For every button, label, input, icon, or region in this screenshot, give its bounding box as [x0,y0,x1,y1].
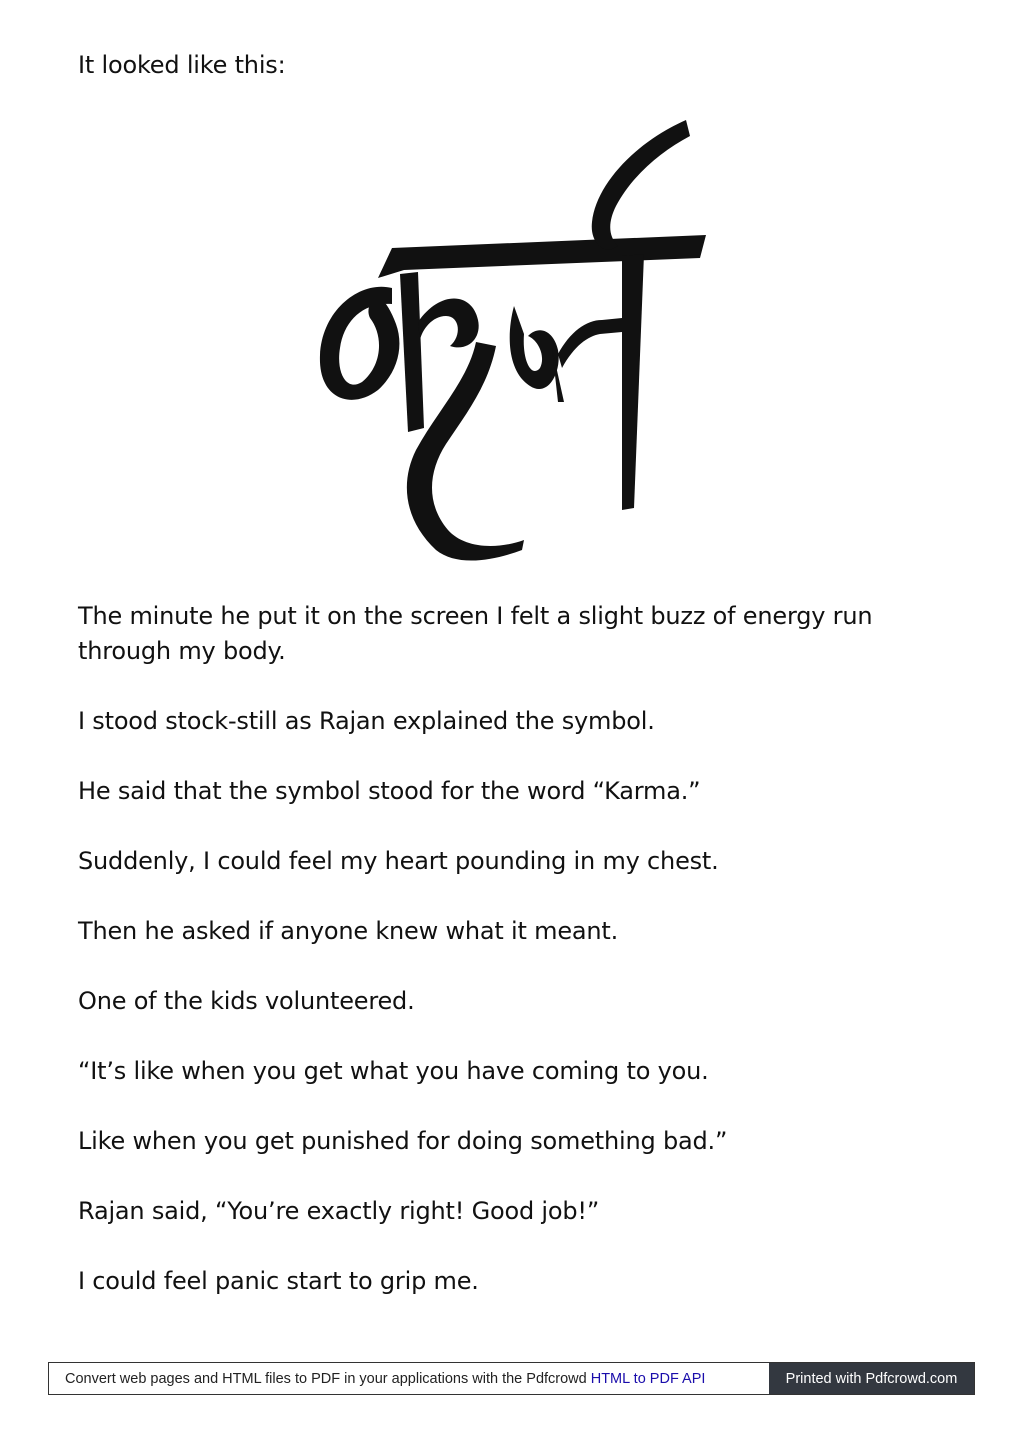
karma-calligraphy-icon [300,110,730,570]
paragraph: One of the kids volunteered. [78,987,415,1015]
footer-text: Convert web pages and HTML files to PDF in your applications with the Pdfcrowd [65,1370,587,1387]
paragraph: Suddenly, I could feel my heart pounding in my chest. [78,847,719,875]
karma-symbol-figure [300,110,730,570]
paragraph: I stood stock-still as Rajan explained the symbol. [78,707,655,735]
pdfcrowd-footer [48,1362,975,1395]
printed-with-badge[interactable]: Printed with Pdfcrowd.com [769,1363,974,1394]
paragraph: I could feel panic start to grip me. [78,1267,479,1295]
intro-text: It looked like this: [78,51,286,79]
paragraph: Like when you get punished for doing something bad.” [78,1127,728,1155]
html-to-pdf-api-link[interactable]: HTML to PDF API [590,1370,706,1387]
story-body [78,599,958,1334]
paragraph: The minute he put it on the screen I felt a slight buzz of energy run through my body. [78,602,873,665]
paragraph: Rajan said, “You’re exactly right! Good job!” [78,1197,600,1225]
paragraph: Then he asked if anyone knew what it meant. [78,917,619,945]
paragraph: He said that the symbol stood for the word “Karma.” [78,777,701,805]
footer-message [49,1363,769,1394]
paragraph: “It’s like when you get what you have coming to you. [78,1057,709,1085]
